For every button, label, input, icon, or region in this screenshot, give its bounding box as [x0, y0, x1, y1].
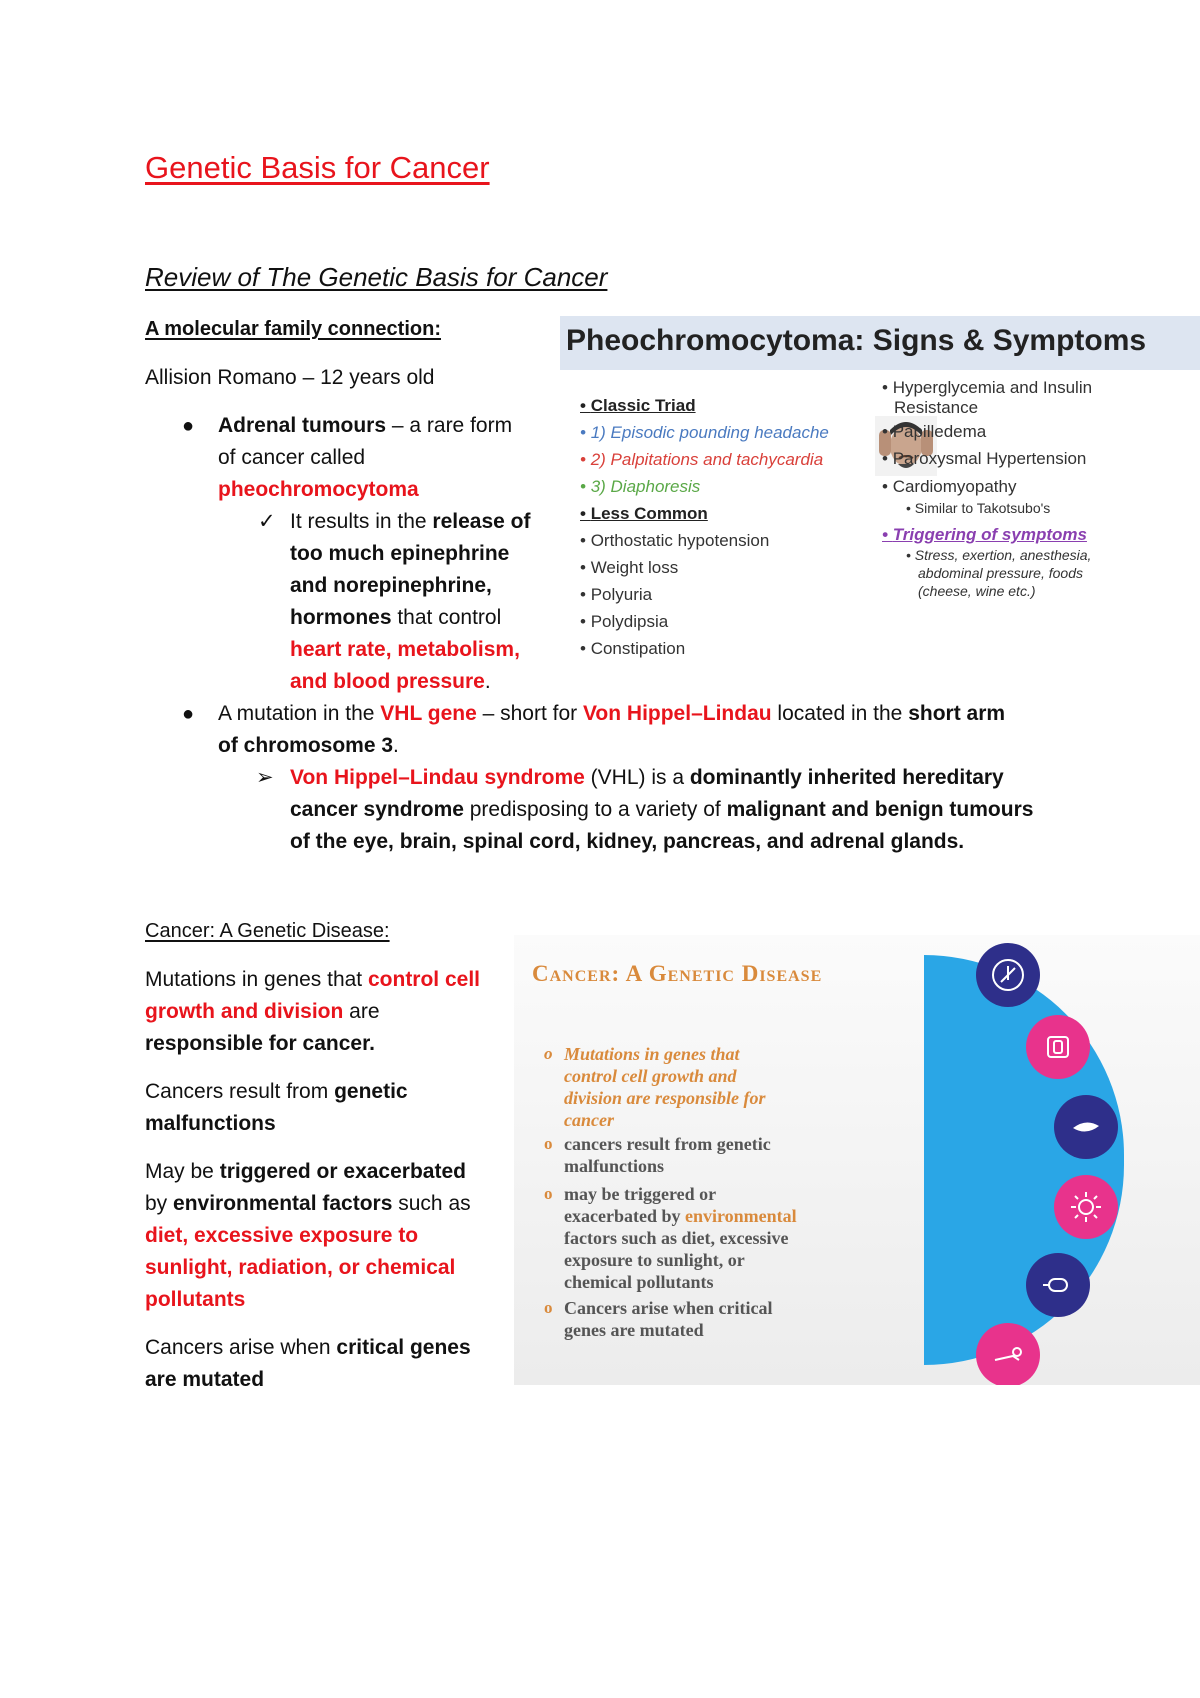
- sub-list-item: • Stress, exertion, anesthesia,: [906, 547, 1092, 563]
- blue-half-disc: [924, 955, 1124, 1365]
- slide-genetic-disease: [514, 935, 1200, 1385]
- list-item: • 1) Episodic pounding headache: [580, 423, 829, 442]
- slide-item-critical: o Cancers arise when critical genes are mutated: [544, 1298, 773, 1340]
- list-item: • Polyuria: [580, 585, 653, 604]
- list-item: • Hyperglycemia and Insulin: [882, 378, 1093, 397]
- section-heading-family: A molecular family connection:: [145, 318, 441, 340]
- checkmark-icon: ✓: [258, 510, 276, 533]
- list-item: • Cardiomyopathy: [882, 477, 1017, 496]
- list-item: • Papilledema: [882, 422, 987, 441]
- slide-item-triggered: o may be triggered or exacerbated by environmental factors such as diet, excessive exposure to sunlight, or chemical pollutants: [544, 1184, 797, 1292]
- list-item: • Classic Triad: [580, 396, 696, 415]
- list-item: • Triggering of symptoms: [882, 525, 1087, 544]
- sub-list-item-continued: abdominal pressure, foods: [918, 565, 1083, 581]
- slide-right-list: [882, 378, 1092, 600]
- sunlight-icon: [1054, 1175, 1118, 1239]
- pollutant-icon: [1026, 1253, 1090, 1317]
- page-title: Genetic Basis for Cancer: [145, 150, 490, 185]
- bullet-dot-icon: ●: [182, 703, 195, 725]
- slide-item-malfunctions: o cancers result from genetic malfunctions: [544, 1134, 771, 1176]
- page-subtitle: Review of The Genetic Basis for Cancer: [145, 262, 608, 292]
- arrow-bullet-icon: ➢: [256, 766, 274, 789]
- list-item: • Less Common: [580, 504, 708, 523]
- radiation-icon: [976, 943, 1040, 1007]
- chemical-icon: [1026, 1015, 1090, 1079]
- para-malfunctions: Cancers result from genetic malfunctions: [145, 1080, 408, 1135]
- list-item: • Paroxysmal Hypertension: [882, 449, 1087, 468]
- arrow-item-vhl-syndrome: ➢ Von Hippel–Lindau syndrome (VHL) is a dominantly inherited hereditary cancer syndrome predisposing to a variety of malignant and benign tumours of the eye, brain, spinal cord, kidney, pancreas, and adrenal glands.: [290, 762, 1150, 858]
- slide-title-bar: Pheochromocytoma: Signs & Symptoms: [560, 316, 1200, 370]
- slide-left-list: [580, 396, 829, 666]
- slide-pheochromocytoma: [560, 316, 1200, 672]
- para-critical-genes: Cancers arise when critical genes are mutated: [145, 1336, 471, 1391]
- slide-item-mutations: o Mutations in genes that control cell growth and division are responsible for cancer: [544, 1044, 766, 1130]
- para-triggered: May be triggered or exacerbated by environmental factors such as diet, excessive exposure to sunlight, radiation, or chemical pollutants: [145, 1160, 471, 1311]
- diet-icon: [1054, 1095, 1118, 1159]
- bullet-adrenal: ● Adrenal tumours – a rare form of cancer called pheochromocytoma: [218, 410, 548, 506]
- check-item-release: ✓ It results in the release of too much epinephrine and norepinephrine, hormones that control heart rate, metabolism, and blood pressure.: [290, 506, 550, 698]
- list-item: • Orthostatic hypotension: [580, 531, 770, 550]
- list-item: • 2) Palpitations and tachycardia: [580, 450, 824, 469]
- bullet-dot-icon: ●: [182, 415, 195, 437]
- person-lying-icon: [976, 1323, 1040, 1385]
- sub-list-item-continued: (cheese, wine etc.): [918, 583, 1036, 599]
- section-heading-genetic-disease: Cancer: A Genetic Disease:: [145, 920, 390, 942]
- list-item: • Weight loss: [580, 558, 679, 577]
- list-item-continued: Resistance: [894, 398, 979, 417]
- patient-line: Allision Romano – 12 years old: [145, 366, 435, 389]
- sub-list-item: • Similar to Takotsubo's: [906, 500, 1051, 516]
- slide-title: Cancer: A Genetic Disease: [532, 961, 823, 986]
- list-item: • Polydipsia: [580, 612, 669, 631]
- list-item: • 3) Diaphoresis: [580, 477, 701, 496]
- list-item: • Constipation: [580, 639, 686, 658]
- bullet-vhl-gene: ● A mutation in the VHL gene – short for Von Hippel–Lindau located in the short arm of chromosome 3.: [218, 698, 1118, 762]
- para-mutations: Mutations in genes that control cell growth and division are responsible for cancer.: [145, 968, 481, 1055]
